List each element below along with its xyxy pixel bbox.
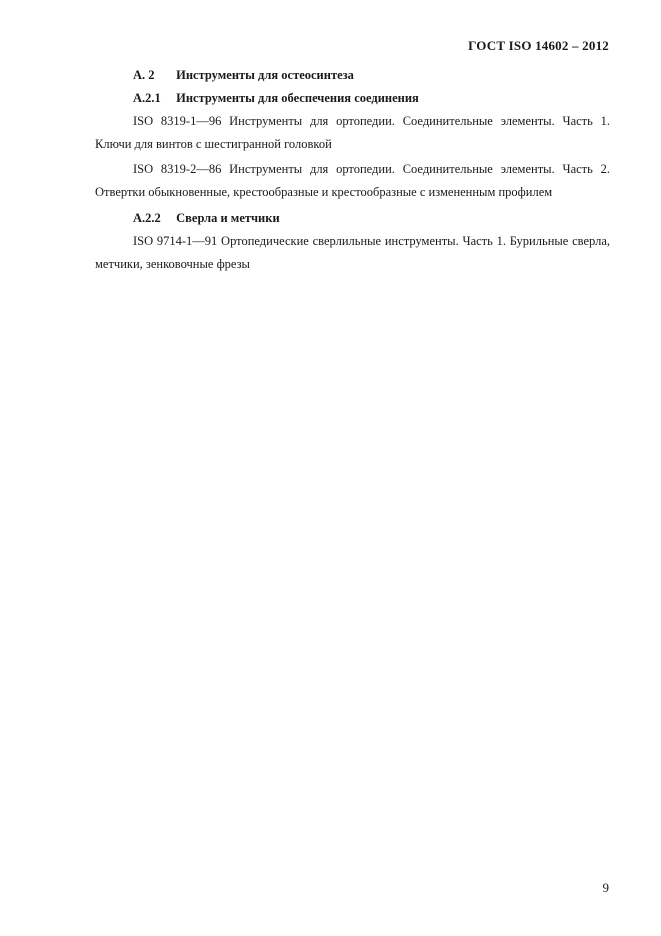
document-code-header: ГОСТ ISO 14602 – 2012 bbox=[468, 38, 609, 53]
section-title: Инструменты для остеосинтеза bbox=[176, 68, 354, 82]
page-number: 9 bbox=[602, 880, 609, 895]
section-number: А.2.2 bbox=[133, 211, 161, 225]
standard-reference-paragraph: ISO 9714-1—91 Ортопедические сверлильные инструменты. Часть 1. Бурильные сверла, метчики, зенковочные фрезы bbox=[95, 234, 610, 271]
section-title: Инструменты для обеспечения соединения bbox=[176, 91, 419, 105]
section-heading-a21 bbox=[133, 89, 610, 107]
standard-reference-paragraph: ISO 8319-2—86 Инструменты для ортопедии. Соединительные элементы. Часть 2. Отвертки обыкновенные, крестообразные и крестообразные с измененным профилем bbox=[95, 162, 610, 199]
section-number: А.2.1 bbox=[133, 91, 161, 105]
standard-reference-paragraph: ISO 8319-1—96 Инструменты для ортопедии. Соединительные элементы. Часть 1. Ключи для винтов с шестигранной головкой bbox=[95, 114, 610, 151]
section-heading-a22 bbox=[133, 209, 610, 227]
section-number: А. 2 bbox=[133, 68, 155, 82]
section-title: Сверла и метчики bbox=[176, 211, 280, 225]
section-heading-a2 bbox=[133, 66, 610, 84]
document-body bbox=[95, 66, 610, 276]
